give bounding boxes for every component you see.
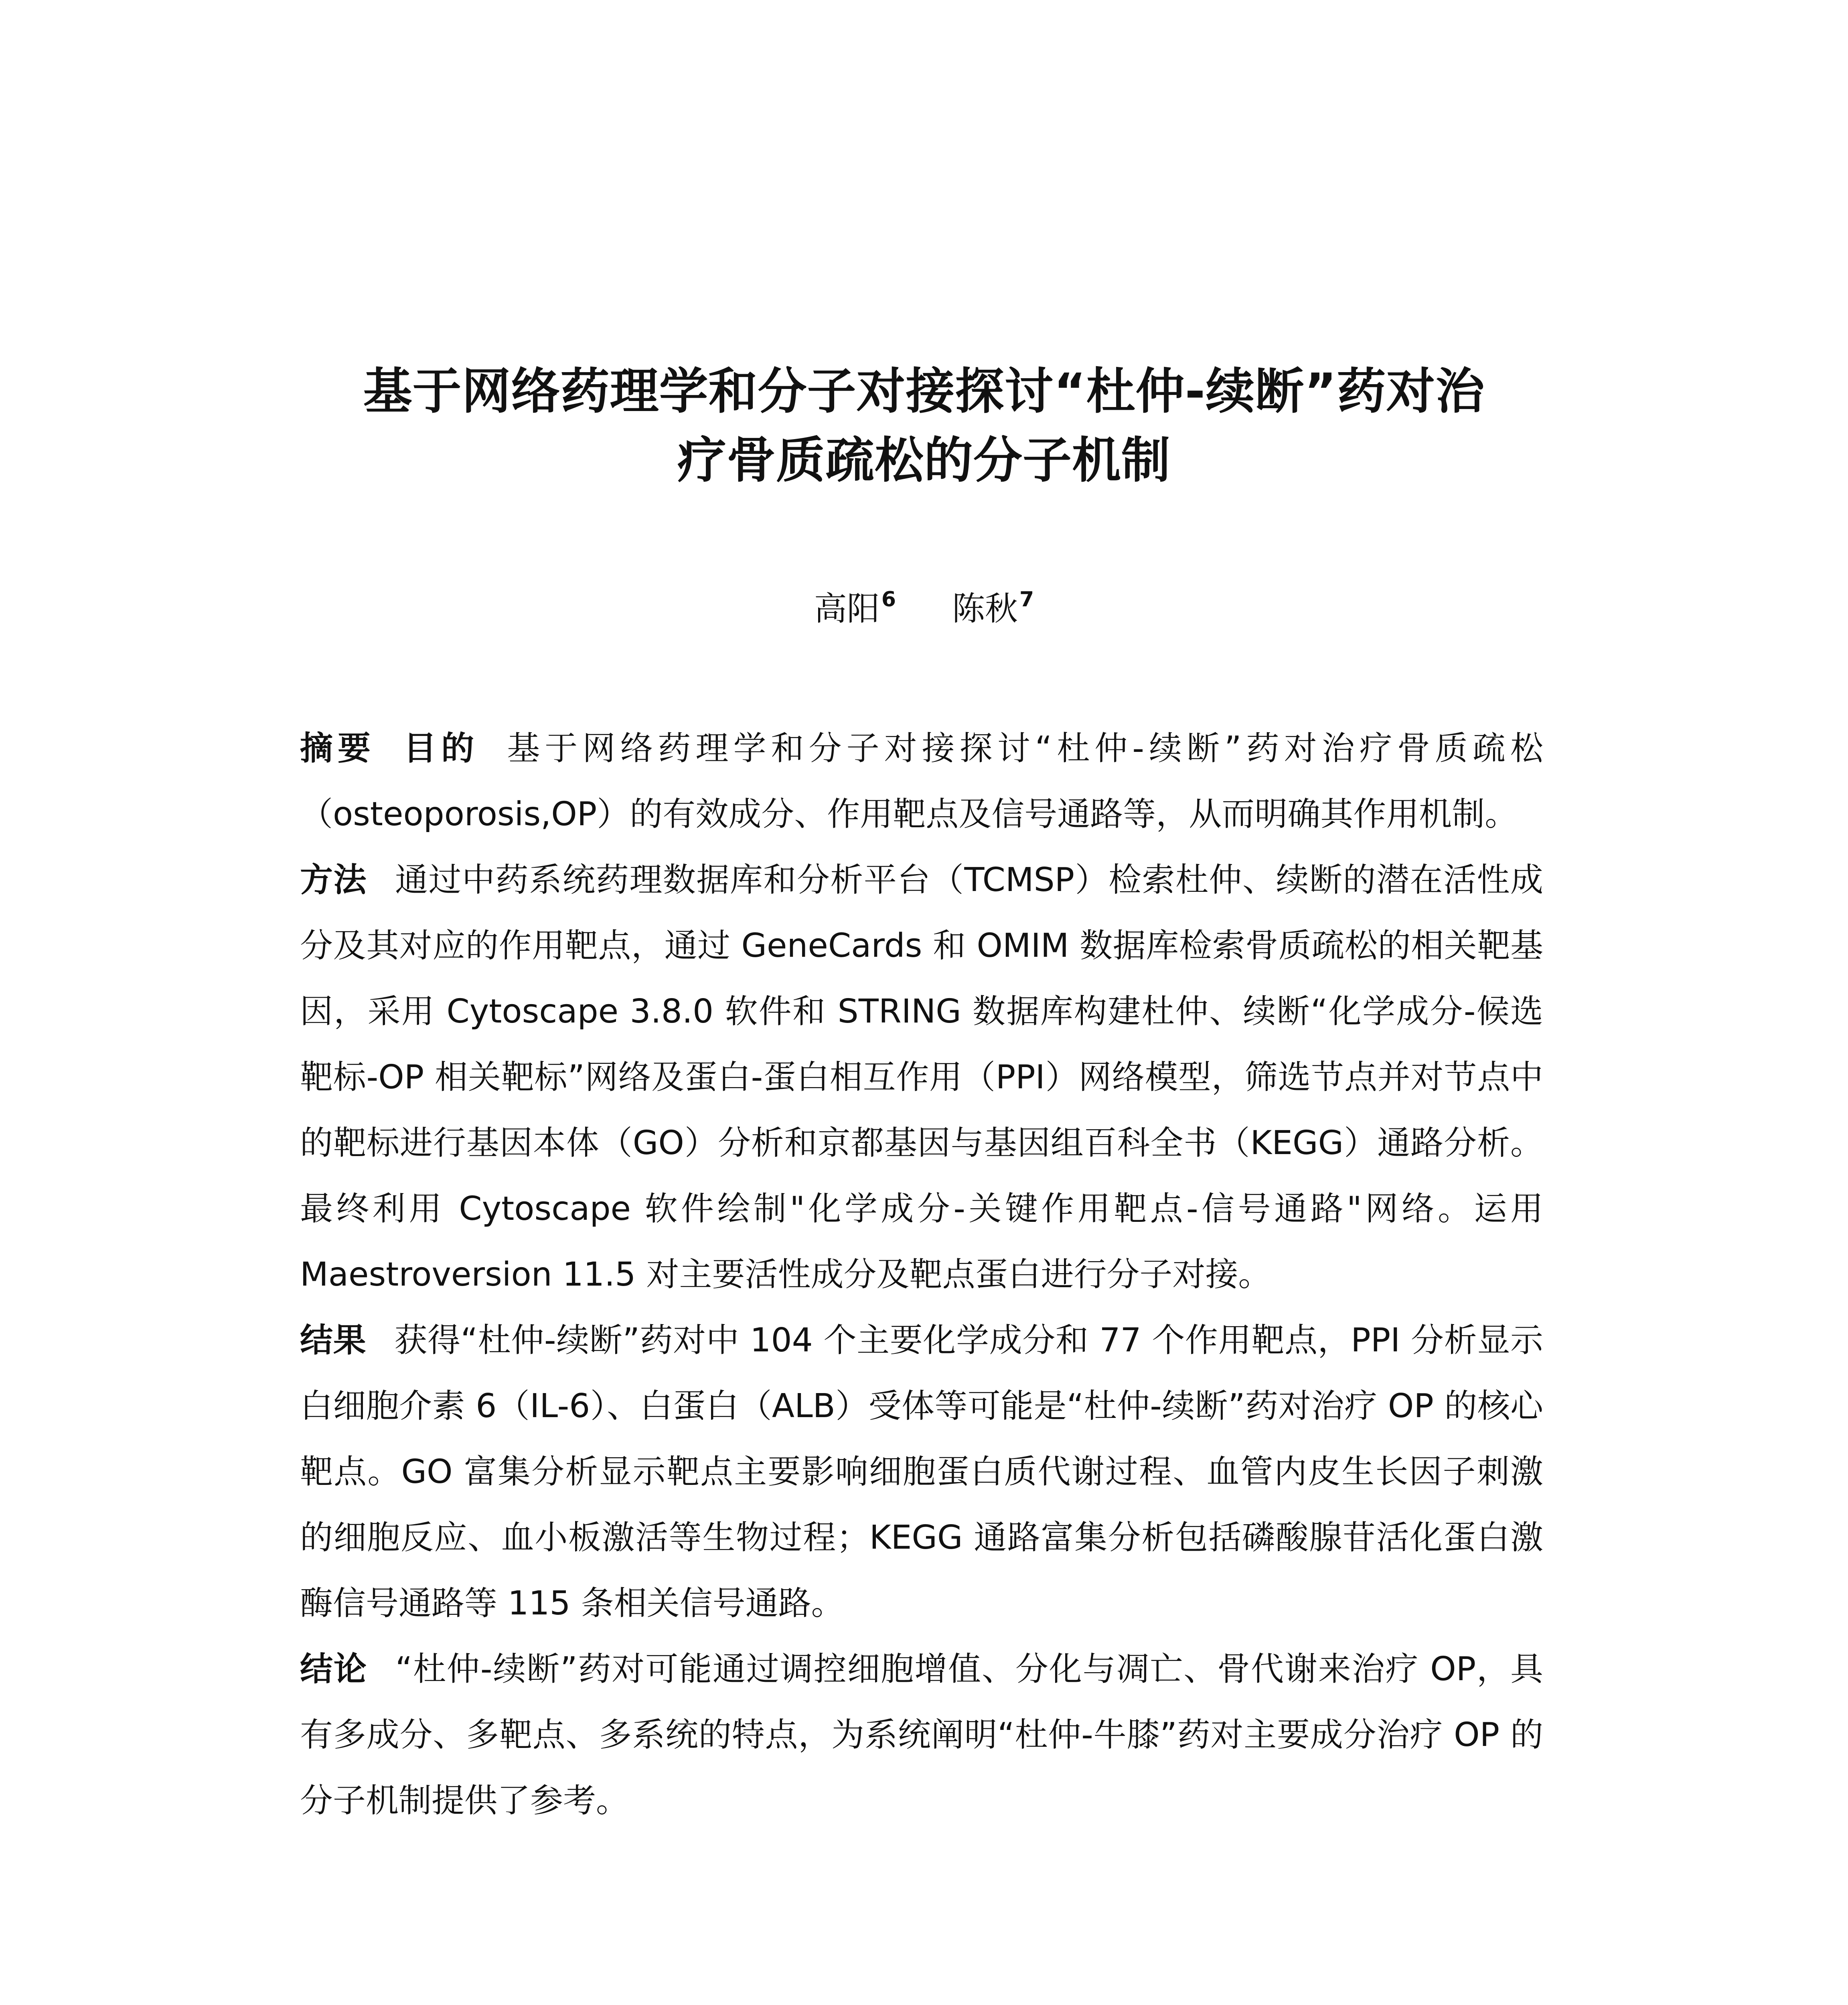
conclusion-label: 结论 bbox=[300, 1650, 367, 1688]
abstract-conclusion bbox=[300, 1636, 1543, 1834]
author-affiliation-mark: 7 bbox=[1019, 587, 1034, 612]
abstract-objective bbox=[300, 716, 1543, 847]
author-affiliation-mark: 6 bbox=[881, 587, 896, 612]
methods-label: 方法 bbox=[300, 861, 367, 899]
abstract-label: 摘要 bbox=[300, 729, 376, 768]
conclusion-text: “杜仲-续断”药对可能通过调控细胞增值、分化与凋亡、骨代谢来治疗 OP，具有多成分、多靶点、多系统的特点，为系统阐明“杜仲-牛膝”药对主要成分治疗 OP 的分子机制提供了参考。 bbox=[300, 1650, 1543, 1820]
objective-text: 基于网络药理学和分子对接探讨“杜仲-续断”药对治疗骨质疏松（osteoporosis,OP）的有效成分、作用靶点及信号通路等，从而明确其作用机制。 bbox=[300, 729, 1543, 833]
abstract bbox=[300, 716, 1543, 1834]
abstract-results bbox=[300, 1308, 1543, 1636]
abstract-methods bbox=[300, 847, 1543, 1308]
results-text: 获得“杜仲-续断”药对中 104 个主要化学成分和 77 个作用靶点，PPI 分析显示白细胞介素 6（IL-6）、白蛋白（ALB）受体等可能是“杜仲-续断”药对治疗 OP 的核心靶点。GO 富集分析显示靶点主要影响细胞蛋白质代谢过程、血管内皮生长因子刺激的细胞反应、血小板激活等生物过程；KEGG 通路富集分析包括磷酸腺苷活化蛋白激酶信号通路等 115 条相关信号通路。 bbox=[300, 1321, 1543, 1622]
author-list bbox=[297, 577, 1551, 631]
author-name: 陈秋 bbox=[952, 590, 1018, 628]
results-label: 结果 bbox=[300, 1321, 367, 1359]
author-2 bbox=[952, 577, 1034, 631]
paper-title bbox=[297, 357, 1551, 495]
title-line-2: 疗骨质疏松的分子机制 bbox=[677, 432, 1171, 489]
objective-label: 目的 bbox=[403, 729, 479, 768]
author-1 bbox=[814, 577, 896, 631]
author-name: 高阳 bbox=[814, 590, 880, 628]
title-line-1: 基于网络药理学和分子对接探讨“杜仲-续断”药对治 bbox=[363, 363, 1485, 420]
methods-text: 通过中药系统药理数据库和分析平台（TCMSP）检索杜仲、续断的潜在活性成分及其对应的作用靶点，通过 GeneCards 和 OMIM 数据库检索骨质疏松的相关靶基因，采用 Cytoscape 3.8.0 软件和 STRING 数据库构建杜仲、续断“化学成分-候选靶标-OP 相关靶标”网络及蛋白-蛋白相互作用（PPI）网络模型，筛选节点并对节点中的靶标进行基因本体（GO）分析和京都基因与基因组百科全书（KEGG）通路分析。最终利用 Cytoscape 软件绘制"化学成分-关键作用靶点-信号通路"网络。运用 Maestroversion 11.5 对主要活性成分及靶点蛋白进行分子对接。 bbox=[300, 861, 1543, 1294]
